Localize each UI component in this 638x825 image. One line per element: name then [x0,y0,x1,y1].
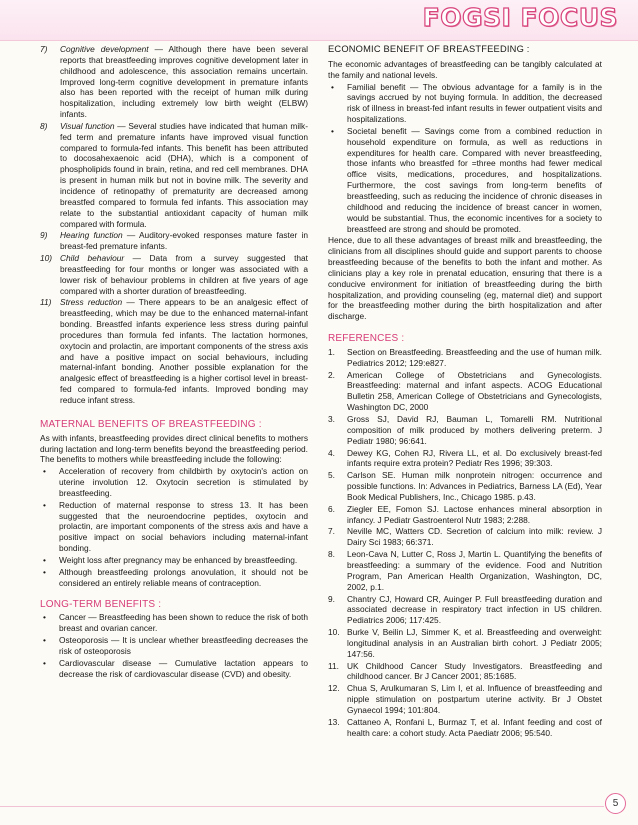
reference-item [328,526,602,548]
bullet-icon: • [43,612,46,623]
reference-text: Leon-Cava N, Lutter C, Ross J, Martin L. Quantifying the benefits of breastfeeding: a summary of the evidence. Food and Nutrition Program, Pan American Health Organization, Washington, DC, 2002, p.1. [347,549,602,592]
reference-item [328,470,602,503]
page-number: 5 [605,793,626,814]
bullet-icon: • [43,466,46,477]
reference-item [328,347,602,369]
list-item [328,82,602,125]
item-text: — Several studies have indicated that human milk-fed term and premature infants have improved visual function compared to formula-fed infants. This benefit has been attributed to docosahexaenoic acid (DHA), which is a component of phospholipids found in brain, retina, and red cell membranes. DHA is present in human milk but not in bovine milk. The severity and incidence of retinopathy of prematurity are decreased among breastfed compared to formula fed infants. This association may relate to the substantial antioxidant capacity of human milk compared with formula. [60,120,308,229]
reference-item [328,414,602,447]
reference-number: 1. [328,346,335,357]
numbered-item [40,121,308,229]
numbered-item [40,44,308,120]
reference-number: 4. [328,447,335,458]
item-term: Stress reduction [60,297,123,308]
list-item [328,126,602,234]
reference-number: 13. [328,716,340,727]
reference-text: UK Childhood Cancer Study Investigators. Breastfeeding and childhood cancer. Br J Cancer 2001; 85:1685. [347,660,602,682]
page-header [0,0,638,41]
reference-number: 7. [328,526,335,537]
list-item-text: Cancer — Breastfeeding has been shown to reduce the risk of both breast and ovarian cancer. [59,612,308,634]
reference-text: Carlson SE. Human milk nonprotein nitrogen: occurrence and possible functions. In: Advances in Pediatrics, Barness LA (Ed), Year Book Medical Publishers, Inc., Chicago 1985. p.43. [347,470,602,502]
economic-benefit-heading: ECONOMIC BENEFIT OF BREASTFEEDING : [328,44,530,54]
reference-item [328,504,602,526]
reference-text: Gross SJ, David RJ, Bauman L, Tomarelli RM. Nutritional composition of milk produced by mothers delivering preterm. J Pediatr 1980; 96:641. [347,414,602,446]
item-number: 7) [40,44,48,54]
reference-number: 11. [328,660,339,671]
reference-item [328,627,602,660]
reference-text: Chua S, Arulkumaran S, Lim I, et al. Influence of breastfeeding and nipple stimulation on postpartum uterine activity. Br J Obstet Gynaecol 1994; 101:804. [347,683,602,715]
item-text: — Data from a survey suggested that breastfeeding for four months or longer was associated with a lower risk of behaviour problems in children at five years of age compared with a shorter duration of breastfeeding. [60,253,308,296]
list-item [40,612,308,634]
reference-number: 12. [328,683,340,694]
list-item [40,635,308,657]
reference-item [328,683,602,716]
list-item-text: Reduction of maternal response to stress 13. It has been suggested that the neuroendocrine peptides, oxytocin and prolactin, are important components of the stress axis and have a positive impact on social behaviors including maternal-infant bonding. [59,499,308,554]
list-item-text: Osteoporosis — It is unclear whether breastfeeding decreases the risk of osteoporosis [59,635,308,656]
list-item [40,658,308,680]
reference-number: 3. [328,414,335,424]
bullet-icon: • [43,566,46,577]
item-number: 10) [40,253,53,264]
reference-text: Section on Breastfeeding. Breastfeeding and the use of human milk. Pediatrics 2012; 129:e827. [347,346,602,368]
reference-text: Dewey KG, Cohen RJ, Rivera LL, et al. Do exclusively breast-fed infants require extra protein? Pediatr Res 1996; 39:303. [347,447,602,469]
list-item [40,500,308,554]
numbered-item [40,297,308,405]
reference-text: Burke V, Beilin LJ, Simmer K, et al. Breastfeeding and overweight: longitudinal analysis in an Australian birth cohort. J Pediatr 2005; 147:56. [347,627,602,659]
reference-number: 9. [328,593,335,604]
maternal-intro: As with infants, breastfeeding provides direct clinical benefits to mothers during lactation and long-term benefits beyond the breastfeeding period. The benefits to mothers while breastfeeding include the following: [40,432,308,465]
bullet-icon: • [331,81,334,92]
bullet-icon: • [43,635,46,646]
economic-conclusion: Hence, due to all these advantages of breast milk and breastfeeding, the clinicians from all disciplines should guide and support parents to choose breastfeeding because of the benefits to both the infant and mother. As clinicians play a key role in prenatal education, ensuring that there is a conducive environment for initiation of breastfeeding during the birth hospitalization, and providing counseling (eg, maternal diet) and support for the breastfeeding mother during the birth hospitalization and after discharge. [328,235,602,322]
reference-text: Neville MC, Watters CD. Secretion of calcium into milk: review. J Dairy Sci 1983; 66:371. [347,526,602,548]
maternal-benefits-heading: MATERNAL BENEFITS OF BREASTFEEDING : [40,418,262,430]
reference-item [328,717,602,739]
list-item [40,555,308,566]
economic-intro: The economic advantages of breastfeeding can be tangibly calculated at the family and national levels. [328,58,602,80]
list-item [40,466,308,499]
reference-number: 10. [328,627,340,638]
item-term: Child behaviour [60,253,125,264]
reference-text: Cattaneo A, Ronfani L, Burmaz T, et al. Infant feeding and cost of health care: a cohort study. Acta Paediatr 2006; 95:540. [347,716,602,738]
long-term-benefits-heading: LONG-TERM BENEFITS : [40,598,162,610]
footer-divider [0,806,604,807]
item-number: 9) [40,230,48,241]
list-item-text: Acceleration of recovery from childbirth by oxytocin's action on uterine involution 12. Oxytocin secretion is stimulated by breastfeeding. [59,466,308,498]
item-text: — Although there have been several reports that breastfeeding improves cognitive development later in childhood and adolescence, this association remains uncertain. Improved long-term cognitive development in premature infants also has been reported with the receipt of human milk during hospitalization, including extremely low birth weight (ELBW) infants. [60,44,308,120]
item-term: Cognitive development [60,44,149,54]
bullet-icon: • [43,554,46,565]
reference-text: American College of Obstetricians and Gynecologists. Breastfeeding: maternal and infant aspects. ACOG Educational Bulletin 258, American College of Obstetricians and Gynecologists, Washington DC, 2000 [347,369,602,413]
list-item [40,567,308,589]
list-item-text: Societal benefit — Savings come from a combined reduction in household expenditure on formula, as well as reductions in expenditures for health care. Compared with never breastfeeding, those infants who breastfed for =three months had fewer medical office visits, medications, procedures, and hospitalizations. Furthermore, the cost savings from long-term benefits of breastfeeding, such as reducing the incidence of chronic diseases in childhood and reducing the incidence of breast cancer in women, would be substantial. Thus, the economic incentives for a society to breastfeed are strong and should be promoted. [347,125,602,234]
brand-title: FOGSI FOCUS [422,3,618,32]
list-item-text: Weight loss after pregnancy may be enhanced by breastfeeding. [59,554,298,565]
reference-text: Ziegler EE, Fomon SJ. Lactose enhances mineral absorption in infancy. J Pediatr Gastroenterol Nutr 1983; 2:288. [347,503,602,525]
reference-item [328,549,602,592]
left-column [40,44,308,680]
reference-number: 6. [328,503,335,514]
references-heading: REFERENCES : [328,333,405,345]
item-number: 8) [40,120,48,131]
list-item-text: Cardiovascular disease — Cumulative lactation appears to decrease the risk of cardiovascular disease (CVD) and obesity. [59,657,308,679]
reference-item [328,661,602,683]
numbered-item [40,253,308,296]
item-term: Hearing function [60,230,123,241]
reference-number: 2. [328,369,335,380]
bullet-icon: • [43,657,46,668]
numbered-item [40,230,308,252]
reference-number: 8. [328,549,335,560]
item-text: — Auditory-evoked responses mature faster in breast-fed premature infants. [60,230,308,252]
reference-number: 5. [328,470,335,481]
item-text: — There appears to be an analgesic effect of breastfeeding, which may be due to the enhanced maternal-infant bonding. Breastfed infants experience less stress during painful procedures than formula fed infants. The lactation hormones, oxytocin and prolactin, are important components of the stress axis and have a positive impact on social behaviours, including maternal-infant bonding. Another possible explanation for the analgesic effect of breastfeeding is a higher cortisol level in breast-fed compared to formula-fed infants. Improved bonding may reduce infant stress. [60,297,308,405]
reference-item [328,594,602,627]
item-term: Visual function [60,120,115,131]
bullet-icon: • [43,499,46,510]
reference-text: Chantry CJ, Howard CR, Auinger P. Full breastfeeding duration and associated decrease in respiratory tract infection in US children. Pediatrics 2006; 117:425. [347,593,602,626]
list-item-text: Familial benefit — The obvious advantage for a family is in the savings accrued by not buying formula. In addition, the decreased risk of illness in breast-fed infant results in fewer outpatient visits and hospitalizations. [347,81,602,125]
bullet-icon: • [331,125,334,136]
right-column [328,44,602,739]
reference-item [328,448,602,470]
list-item-text: Although breastfeeding prolongs anovulation, it should not be considered an entirely reliable means of contraception. [59,566,308,588]
item-number: 11) [40,297,52,308]
reference-item [328,370,602,413]
